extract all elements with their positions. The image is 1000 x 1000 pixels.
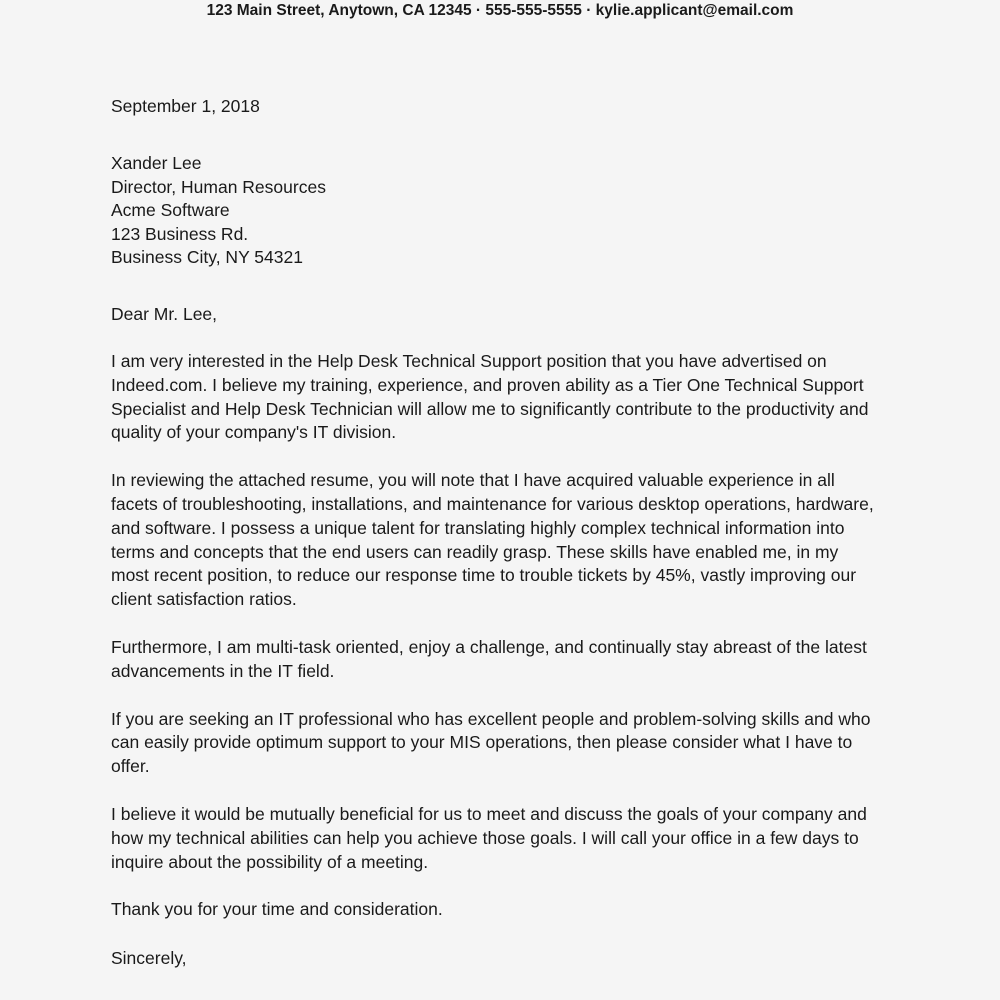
addr-line-street: 123 Business Rd. bbox=[111, 223, 249, 244]
letter-paragraph-2: In reviewing the attached resume, you will note that I have acquired valuable experience in all facets of troubleshooting, installations, and maintenance for various desktop operations, hardware, and software. I possess a unique talent for translating highly complex technical information into terms and concepts that the end users can readily grasp. These skills have enabled me, in my most recent position, to reduce our response time to trouble tickets by 45%, vastly improving our client satisfaction ratios. bbox=[111, 470, 874, 610]
letterhead-contact-line: 123 Main Street, Anytown, CA 12345 · 555-555-5555 · kylie.applicant@email.com bbox=[206, 2, 794, 19]
inside-address bbox=[111, 152, 876, 270]
letter-body bbox=[111, 94, 876, 970]
salutation: Dear Mr. Lee, bbox=[111, 303, 218, 324]
letterhead bbox=[0, 0, 1000, 22]
addr-line-recipient-title: Director, Human Resources bbox=[111, 176, 326, 197]
letter-date: September 1, 2018 bbox=[111, 96, 260, 116]
letter-paragraph-5: I believe it would be mutually beneficial for us to meet and discuss the goals of your company and how my technical abilities can help you achieve those goals. I will call your office in a few days to inquire about the possibility of a meeting. bbox=[111, 803, 867, 872]
letter-paragraph-4: If you are seeking an IT professional who has excellent people and problem-solving skills and who can easily provide optimum support to your MIS operations, then please consider what I have to offer. bbox=[111, 708, 871, 777]
addr-line-city-state-zip: Business City, NY 54321 bbox=[111, 247, 303, 268]
addr-line-company: Acme Software bbox=[111, 200, 230, 221]
letter-paragraph-1: I am very interested in the Help Desk Technical Support position that you have advertised on Indeed.com. I believe my training, experience, and proven ability as a Tier One Technical Support Specialist and Help Desk Technician will allow me to significantly contribute to the productivity and quality of your company's IT division. bbox=[111, 350, 869, 443]
letter-paragraph-3: Furthermore, I am multi-task oriented, enjoy a challenge, and continually stay abreast of the latest advancements in the IT field. bbox=[111, 636, 867, 681]
closing-salutation: Sincerely, bbox=[111, 948, 187, 969]
addr-line-recipient-name: Xander Lee bbox=[111, 153, 202, 173]
letter-paragraph-6: Thank you for your time and consideration. bbox=[111, 899, 443, 920]
